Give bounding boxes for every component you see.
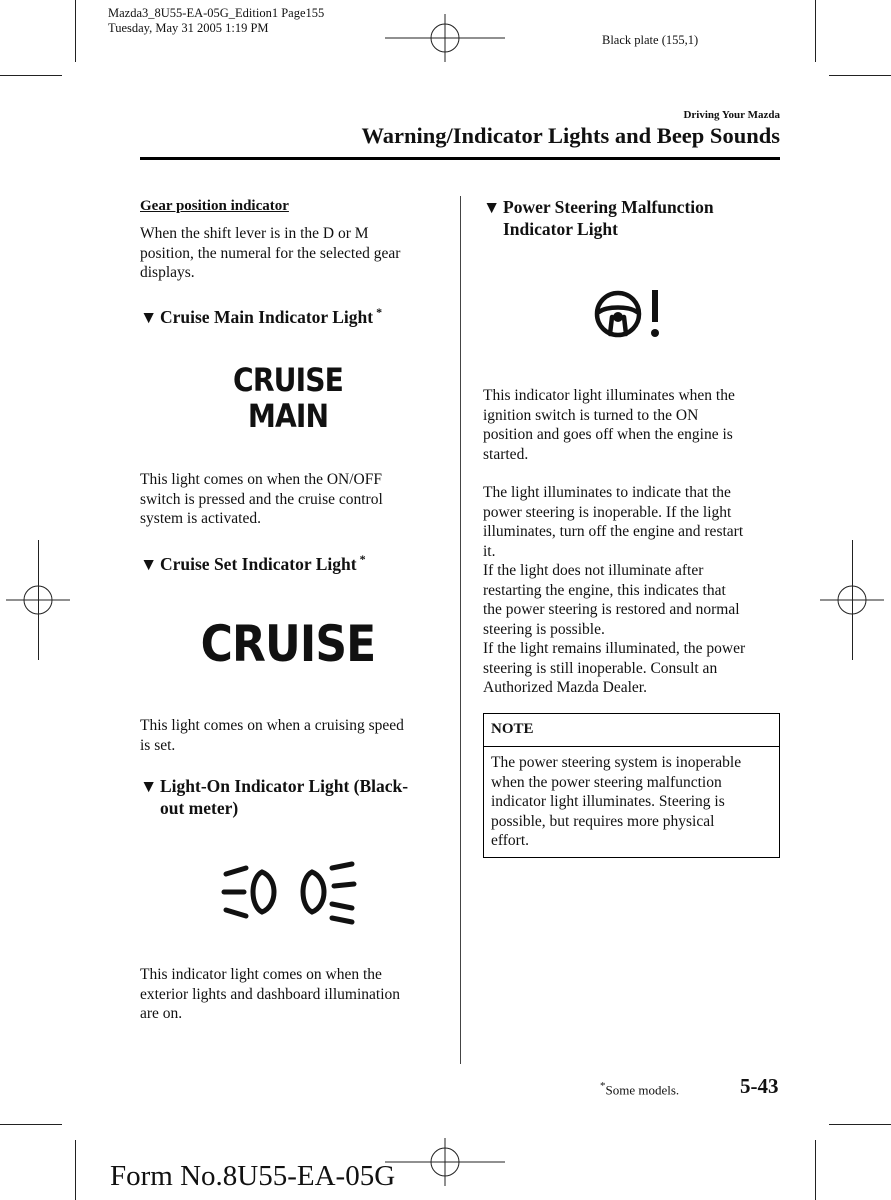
cruise-set-heading: ▼ Cruise Set Indicator Light * — [140, 552, 366, 574]
plate-label: Black plate (155,1) — [602, 33, 699, 47]
section-label: Driving Your Mazda — [683, 109, 780, 121]
gear-position-heading: Gear position indicator — [140, 198, 289, 214]
triangle-marker-icon: ▼ — [483, 197, 501, 217]
footnote: *Some models. — [600, 1080, 680, 1098]
cruise-set-text: This light comes on when a cruising speed is set. — [140, 717, 404, 754]
light-on-text: This indicator light comes on when the exterior lights and dashboard illumination are on. — [140, 966, 401, 1022]
gear-position-text: When the shift lever is in the D or M position, the numeral for the selected gear displays. — [140, 225, 401, 281]
print-job-line2: Tuesday, May 31 2005 1:19 PM — [108, 21, 269, 35]
asterisk-icon: * — [359, 552, 366, 566]
power-steering-para1: This indicator light illuminates when the ignition switch is turned to the ON position and goes off when the engine is started. — [483, 387, 735, 463]
print-job-info — [108, 6, 324, 36]
power-steering-heading: ▼ Power Steering Malfunction Indicator Light — [483, 197, 714, 239]
asterisk-icon: * — [600, 1080, 606, 1092]
note-title: NOTE — [484, 714, 779, 747]
triangle-marker-icon: ▼ — [140, 306, 158, 327]
page-title: Warning/Indicator Lights and Beep Sounds — [361, 123, 780, 148]
steering-wheel-warning-icon — [592, 284, 672, 344]
print-job-line1: Mazda3_8U55-EA-05G_Edition1 Page155 — [108, 6, 325, 20]
cruise-main-heading: ▼ Cruise Main Indicator Light * — [140, 305, 383, 327]
headlight-icon — [220, 856, 360, 926]
light-on-heading: ▼ Light-On Indicator Light (Black- out meter) — [140, 776, 409, 818]
cruise-main-text: This light comes on when the ON/OFF switch is pressed and the cruise control system is activated. — [140, 471, 383, 527]
header-rule — [140, 157, 780, 160]
triangle-marker-icon: ▼ — [140, 553, 158, 574]
note-text: The power steering system is inoperable when the power steering malfunction indicator light illuminates. Steering is possible, but requires more physical effort. — [491, 754, 742, 849]
column-divider — [460, 196, 461, 1064]
page-number: 5-43 — [740, 1074, 779, 1098]
asterisk-icon: * — [376, 305, 383, 319]
note-box — [483, 713, 780, 858]
cruise-set-icon: CRUISE — [200, 615, 376, 673]
cruise-main-icon: CRUISE MAIN — [233, 361, 343, 435]
triangle-marker-icon: ▼ — [140, 776, 158, 796]
form-number: Form No.8U55-EA-05G — [110, 1160, 396, 1192]
power-steering-para2: The light illuminates to indicate that the power steering is inoperable. If the light illuminates, turn off the engine and restart it. If the light does not illuminate after restarting the engine, this indicates that the power steering is restored and normal steering is possible. If the light remains illuminated, the power steering is still inoperable. Consult an Authorized Mazda Dealer. — [483, 484, 746, 696]
